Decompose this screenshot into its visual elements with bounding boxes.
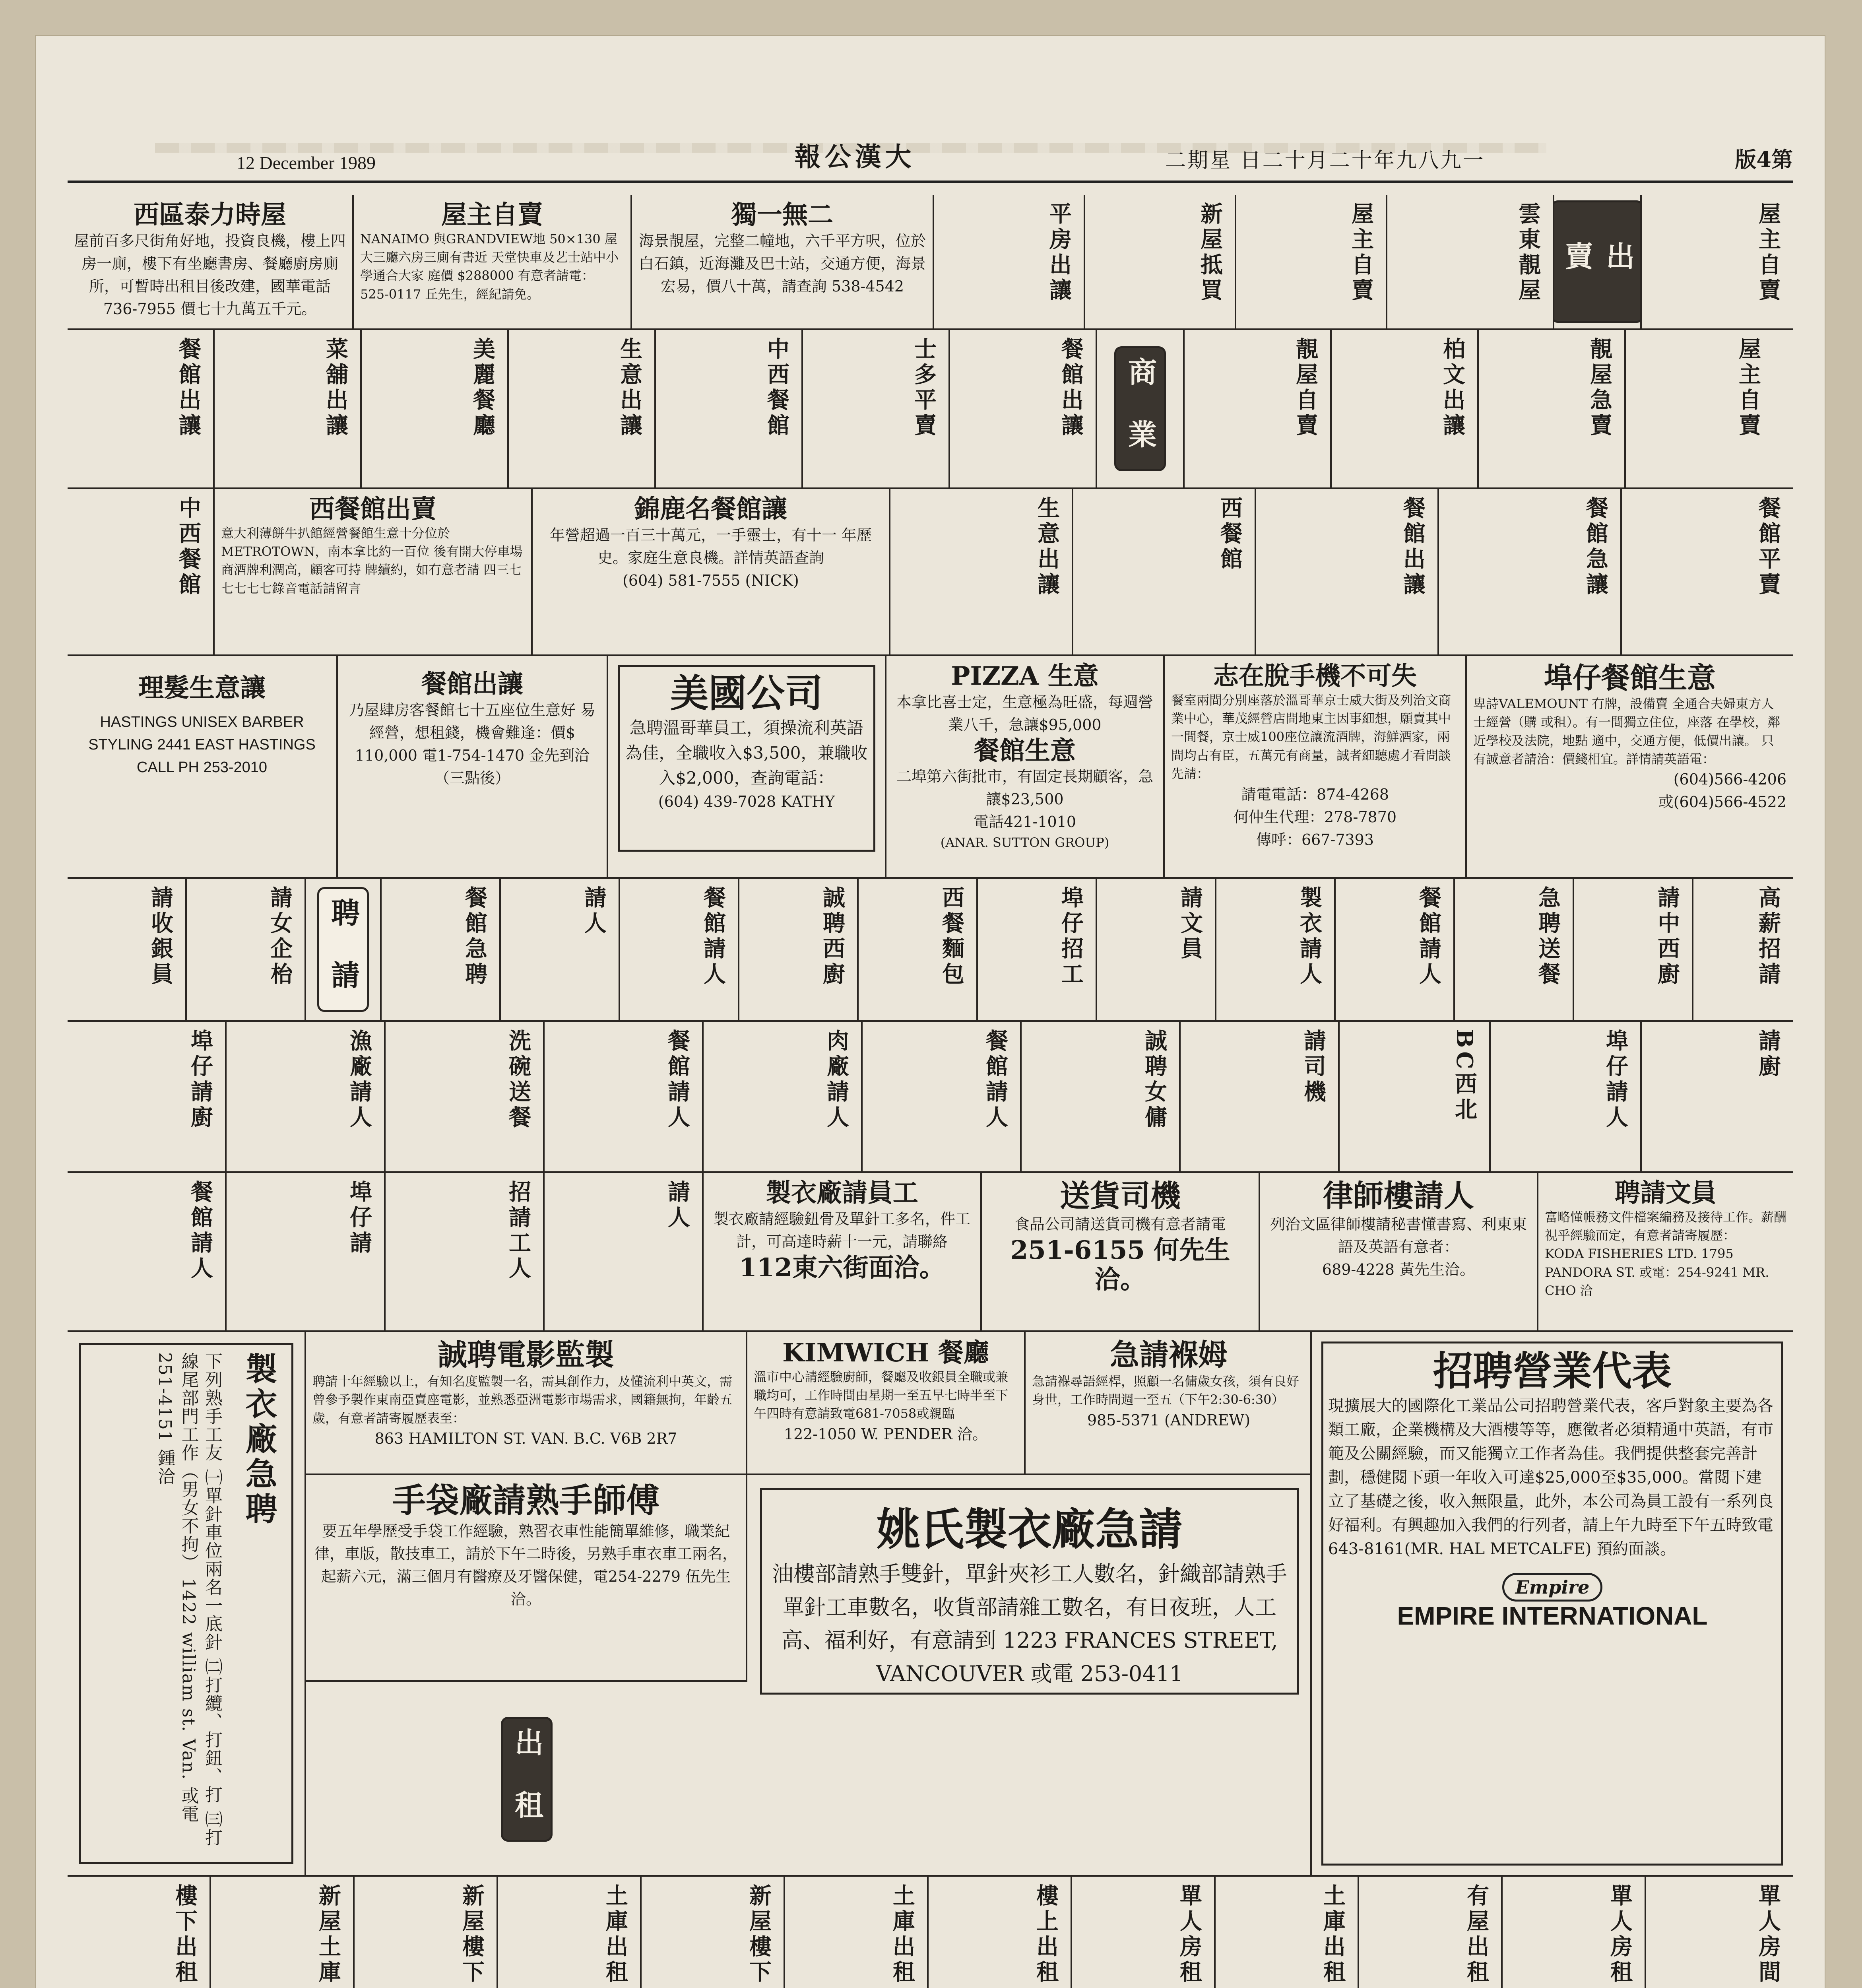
ad-head: 急聘送餐 bbox=[1535, 886, 1561, 988]
ad-col bbox=[1073, 489, 1256, 654]
ad-kimwich bbox=[747, 1332, 1026, 1475]
ad-col bbox=[227, 1022, 386, 1171]
ad-body: 油樓部請熟手雙針，單針夾衫工人數名，針織部請熟手單針工車數名，收貨部請雜工數名，有日夜班，人工高、福利好，有意請到 1223 FRANCES STREET, VANCOUVER 或電 253-0411 bbox=[772, 1561, 1287, 1687]
ad-col bbox=[211, 1877, 355, 1988]
ad-body: NANAIMO 與GRANDVIEW地 50×130 屋大三廳六房三廁有書近 天堂快車及艺士站中小學通合大家 庭價 $288000 有意者請電： 525-0117 丘先生，經紀請免。 bbox=[360, 231, 619, 302]
ad-head: 肉廠請人 bbox=[823, 1029, 850, 1131]
ad-head: 埠仔招工 bbox=[1058, 886, 1084, 988]
ad-head: 新屋樓下 bbox=[459, 1884, 485, 1986]
ad-head: 餐館急讓 bbox=[1583, 496, 1609, 598]
section-stamp-for-sale: 出 賣 bbox=[1554, 200, 1642, 323]
ad-body: 要五年學歷受手袋工作經驗，熟習衣車性能簡單維修，職業紀律，車版，散技車工，請於下午二時後，另熟手車衣車工兩名，起薪六元，滿三個月有醫療及牙醫保健，電254-2279 伍先生洽。 bbox=[314, 1522, 737, 1608]
ad-head: 柏文出讓 bbox=[1439, 337, 1466, 439]
ad-col bbox=[950, 330, 1097, 487]
ad-head: 單人房租 bbox=[1176, 1884, 1203, 1986]
ad-col bbox=[642, 1877, 785, 1988]
ad-col bbox=[355, 1877, 498, 1988]
ad-col bbox=[1387, 195, 1554, 328]
ad-head: 新屋樓下 bbox=[746, 1884, 772, 1986]
ad-col bbox=[890, 489, 1073, 654]
ad-col bbox=[1216, 1877, 1359, 1988]
ad-title: 埠仔餐館生意 bbox=[1544, 661, 1716, 695]
ad-head: 高薪招請 bbox=[1755, 886, 1781, 988]
ad-title: 誠聘電影監製 bbox=[438, 1338, 614, 1372]
ad-col bbox=[1479, 330, 1626, 487]
ad-owner-sale bbox=[354, 195, 632, 328]
ad-title: 獨一無二 bbox=[731, 200, 833, 230]
ad-col bbox=[1693, 879, 1793, 1020]
ad-col bbox=[929, 1877, 1072, 1988]
ad-handbag bbox=[306, 1475, 747, 1682]
ad-head: 雲東靚屋 bbox=[1515, 202, 1541, 304]
ad-title: 西區泰力時屋 bbox=[134, 200, 286, 230]
ad-western-restaurant bbox=[215, 489, 533, 654]
ad-body: 乃屋肆房客餐館七十五座位生意好 易經營，想租錢，機會難逢：價$ 110,000 電1-754-1470 金先到洽 （三點後） bbox=[349, 701, 596, 787]
ad-phone: 689-4228 黃先生洽。 bbox=[1322, 1261, 1475, 1279]
ad-head: 美麗餐廳 bbox=[469, 337, 496, 439]
ad-col bbox=[1359, 1877, 1503, 1988]
ad-head: 餐館出讓 bbox=[1400, 496, 1426, 598]
ad-title: 餐館出讓 bbox=[421, 669, 523, 699]
ad-head: 餐館請人 bbox=[700, 886, 726, 988]
ad-head: 製衣請人 bbox=[1296, 886, 1323, 988]
ad-head: 誠聘女傭 bbox=[1141, 1029, 1168, 1131]
ad-title: 送貨司機 bbox=[1060, 1178, 1181, 1213]
ad-head: 埠仔請 bbox=[346, 1180, 372, 1256]
ad-phone: 985-5371 (ANDREW) bbox=[1087, 1411, 1251, 1429]
ad-head: 請中西廚 bbox=[1654, 886, 1680, 988]
ad-head: 土庫出租 bbox=[602, 1884, 628, 1986]
ad-head: 中西餐館 bbox=[175, 496, 202, 598]
ad-head: 有屋出租 bbox=[1463, 1884, 1490, 1986]
ad-head: 平房出讓 bbox=[1046, 202, 1072, 304]
ad-body: 溫市中心請經驗廚師，餐廳及收銀員全職或兼職均可，工作時間由星期一至五早七時半至下午四時有意請致電681-7058或親臨 bbox=[754, 1369, 1009, 1421]
ad-head: 餐館出讓 bbox=[1058, 337, 1084, 439]
ad-pizza bbox=[886, 656, 1165, 877]
empire-name: EMPIRE INTERNATIONAL bbox=[1397, 1602, 1708, 1630]
ad-col bbox=[1439, 489, 1622, 654]
ad-col bbox=[386, 1173, 545, 1330]
ad-col bbox=[1642, 1022, 1793, 1171]
ad-head: 單人房間 bbox=[1755, 1884, 1781, 1986]
ad-us-company bbox=[608, 656, 886, 877]
ad-col bbox=[1022, 1022, 1181, 1171]
ad-head: 樓下出租 bbox=[172, 1884, 198, 1986]
ad-title: 製衣廠急聘 bbox=[240, 1352, 277, 1527]
row-feature bbox=[68, 1332, 1793, 1877]
ad-head: 請文員 bbox=[1177, 886, 1203, 962]
stamp-cell bbox=[1097, 330, 1185, 487]
ad-agent: (ANAR. SUTTON GROUP) bbox=[940, 835, 1109, 850]
ad-col bbox=[1185, 330, 1332, 487]
section-stamp-business: 商 業 bbox=[1114, 346, 1166, 471]
ad-col bbox=[859, 879, 978, 1020]
ad-head: 屋主自賣 bbox=[1755, 202, 1781, 304]
ad-west-house bbox=[68, 195, 354, 328]
section-stamp-hiring: 聘 請 bbox=[317, 887, 369, 1011]
ad-phone: 傳呼：667-7393 bbox=[1256, 831, 1374, 848]
ad-col bbox=[1097, 879, 1216, 1020]
ad-col bbox=[739, 879, 859, 1020]
paper-name: 報公漢大 bbox=[794, 141, 915, 172]
ad-title: 屋主自賣 bbox=[441, 200, 543, 230]
ad-col bbox=[1491, 1022, 1642, 1171]
ad-col bbox=[1574, 879, 1693, 1020]
ad-head: 漁廠請人 bbox=[346, 1029, 372, 1131]
ad-feature-middle bbox=[306, 1332, 1312, 1875]
ad-col bbox=[704, 1022, 863, 1171]
issue-date: 二期星 日二十月二十年九八九一 bbox=[1165, 149, 1485, 173]
ad-title: PIZZA 生意 bbox=[951, 661, 1099, 691]
ad-address: 863 HAMILTON ST. VAN. B.C. V6B 2R7 bbox=[374, 1430, 677, 1448]
ad-col bbox=[498, 1877, 642, 1988]
ad-phone: (604)566-4206 bbox=[1673, 771, 1786, 788]
ad-body: 海景靚屋，完整二幢地，六千平方呎，位於白石鎮，近海灘及巴士站，交通方便，海景宏易，價八十萬，請查詢 538-4542 bbox=[638, 232, 926, 295]
ad-head: 請人 bbox=[664, 1180, 690, 1231]
ad-head: 餐館請人 bbox=[664, 1029, 690, 1131]
ad-col bbox=[1646, 1877, 1793, 1988]
ad-head: 請收銀員 bbox=[147, 886, 174, 988]
ad-col bbox=[1216, 879, 1336, 1020]
ad-col bbox=[1626, 330, 1773, 487]
ad-col bbox=[1455, 879, 1574, 1020]
masthead bbox=[68, 131, 1793, 183]
ad-body: 餐室兩間分別座落於溫哥華京士威大街及列治文商業中心，華茂經營店間地東主因事細想，願賣其中一間餐，京士威100座位讓流酒牌，海鮮酒家，兩間均占有臣，五萬元有商量，誠者細聽處才看問談先請： bbox=[1171, 692, 1451, 782]
ad-col bbox=[545, 1022, 704, 1171]
ad-body: 下列熟手工友 ㈠單針車位兩名一底針 ㈡打纜、打鈕、打 ㈢打線尾部門工作（男女不拘） 1422 william st. Van. 或電 251-4151 鍾洽 bbox=[155, 1352, 222, 1847]
ad-col bbox=[1336, 879, 1455, 1020]
ad-col bbox=[1236, 195, 1387, 328]
ad-col bbox=[227, 1173, 386, 1330]
ad-head: 菜舖出讓 bbox=[322, 337, 349, 439]
ad-col bbox=[863, 1022, 1022, 1171]
ad-head: 餐館請人 bbox=[187, 1180, 213, 1282]
ad-head: 埠仔請人 bbox=[1602, 1029, 1629, 1131]
ad-head: 餐館請人 bbox=[1416, 886, 1442, 988]
ad-title: 理髮生意讓 bbox=[138, 673, 266, 703]
ad-head: 靚屋急賣 bbox=[1587, 337, 1613, 439]
ad-restaurant-sale bbox=[338, 656, 608, 877]
ad-nanny bbox=[1026, 1332, 1312, 1475]
ad-head: 招請工人 bbox=[505, 1180, 531, 1282]
row-hiring-2 bbox=[68, 1022, 1793, 1173]
empire-logo: Empire bbox=[1502, 1573, 1603, 1602]
ad-sales-rep bbox=[1312, 1332, 1793, 1875]
ad-body: 二埠第六街批市，有固定長期顧客，急讓$23,500 bbox=[896, 768, 1153, 808]
ad-head: 餐館出讓 bbox=[175, 337, 202, 439]
ad-body: 富略懂帳務文件檔案編務及接待工作。薪酬視乎經驗而定，有意者請寄履歷： bbox=[1545, 1209, 1787, 1243]
ad-head: 土庫出租 bbox=[1320, 1884, 1346, 1986]
row-hiring-1 bbox=[68, 879, 1793, 1022]
ad-phone: 251-6155 何先生洽。 bbox=[1010, 1235, 1230, 1295]
ad-col bbox=[545, 1173, 704, 1330]
ad-head: 請廚 bbox=[1755, 1029, 1781, 1080]
ad-body: 年營超過一百三十萬元，一手靈士，有十一 年歷史。家庭生意良機。詳情英語查詢 bbox=[549, 526, 872, 567]
ad-col bbox=[68, 489, 215, 654]
ad-head: 中西餐館 bbox=[764, 337, 790, 439]
rent-row-1 bbox=[68, 1877, 1793, 1988]
ad-famous-restaurant bbox=[533, 489, 890, 654]
ad-valemount bbox=[1467, 656, 1793, 877]
ad-body: 現擴展大的國際化工業品公司招聘營業代表，客戶對象主要為各類工廠，企業機構及大酒樓等等，應徵者必須精通中英語，有市範及公關經驗，而又能獨立工作者為佳。我們提供整套完善計劃，穩健閱下頭一年收入可達$25,000至$35,000。當閱下建立了基礎之後，收入無限量，此外，本公司為員工設有一系列良好福利。有興趣加入我們的行列者，請上午九時至下午五時致電643-8161(MR. HAL METCALFE) 預約面談。 bbox=[1328, 1397, 1773, 1558]
ad-film-producer bbox=[306, 1332, 747, 1475]
ad-head: 單人房租 bbox=[1607, 1884, 1633, 1986]
ad-col bbox=[1181, 1022, 1340, 1171]
ad-head: 洗碗送餐 bbox=[505, 1029, 531, 1131]
ad-body: HASTINGS UNISEX BARBER STYLING 2441 EAST HASTINGS CALL PH 253-2010 bbox=[88, 713, 316, 776]
ad-phone: 或(604)566-4522 bbox=[1658, 793, 1786, 811]
ad-clerk bbox=[1538, 1173, 1793, 1330]
row-hiring-3 bbox=[68, 1173, 1793, 1332]
ad-head: 新屋土庫 bbox=[315, 1884, 341, 1986]
ad-address: KODA FISHERIES LTD. 1795 PANDORA ST. 或電：254-9241 MR. CHO 洽 bbox=[1545, 1246, 1769, 1299]
ad-col bbox=[382, 879, 501, 1020]
ad-title: 姚氏製衣廠急請 bbox=[877, 1504, 1183, 1555]
ad-head: 士多平賣 bbox=[911, 337, 937, 439]
stamp-cell bbox=[1554, 195, 1642, 328]
ad-rent-heads-left bbox=[306, 1682, 747, 1875]
ad-col bbox=[1503, 1877, 1646, 1988]
ad-head: 新屋抵買 bbox=[1197, 202, 1223, 304]
ad-unique-house bbox=[632, 195, 934, 328]
ad-phone: 112東六街面洽。 bbox=[739, 1252, 945, 1283]
ad-title: 招聘營業代表 bbox=[1433, 1347, 1672, 1394]
row-for-sale-1 bbox=[68, 195, 1793, 330]
ad-head: 誠聘西廚 bbox=[819, 886, 846, 988]
ad-body: 急請褓尋語經桿，照顧一名傭歲女孩，須有良好身世，工作時間週一至五（下午2:30-6:30） bbox=[1032, 1374, 1300, 1408]
ad-head: 請司機 bbox=[1300, 1029, 1327, 1105]
ad-title: 聘請文員 bbox=[1615, 1178, 1717, 1208]
ad-head: 生意出讓 bbox=[617, 337, 643, 439]
ad-col bbox=[978, 879, 1097, 1020]
ad-title: 律師樓請人 bbox=[1323, 1178, 1474, 1213]
ad-col bbox=[386, 1022, 545, 1171]
classified-grid bbox=[68, 195, 1793, 1988]
ad-head: 請女企枱 bbox=[267, 886, 293, 988]
ad-col bbox=[803, 330, 950, 487]
ad-col bbox=[215, 330, 362, 487]
ad-col bbox=[1072, 1877, 1216, 1988]
ad-col bbox=[501, 879, 620, 1020]
ad-body: 意大利薄餅牛扒館經營餐館生意十分位於METROTOWN，南本拿比約一百位 後有開大停車場商酒牌利潤高，顧客可持 牌續約，如有意者請 四三七七七七七錄音電話請留言 bbox=[221, 525, 523, 596]
page-number: 版4第 bbox=[1735, 147, 1793, 172]
ad-phone: 請電電話：874-4268 bbox=[1241, 785, 1389, 803]
masthead-date: 12 December 1989 bbox=[237, 153, 376, 173]
ad-garment-urgent bbox=[68, 1332, 306, 1875]
row-business-1 bbox=[68, 489, 1793, 656]
row-business-2 bbox=[68, 656, 1793, 879]
ad-col bbox=[509, 330, 656, 487]
ad-phone: 電話421-1010 bbox=[973, 813, 1076, 831]
ad-col bbox=[68, 1173, 227, 1330]
ad-head: 餐館急聘 bbox=[462, 886, 488, 988]
ad-head: 生意出讓 bbox=[1034, 496, 1060, 598]
ad-body: 製衣廠請經驗鈕骨及單針工多名，件工計，可高達時薪十一元，請聯絡 bbox=[713, 1210, 970, 1250]
ad-title: 志在脫手機不可失 bbox=[1213, 661, 1417, 691]
ad-yao-garment bbox=[747, 1475, 1312, 1875]
ad-body: 列治文區律師樓請秘書懂書寫、利東東語及英語有意者： bbox=[1270, 1215, 1527, 1256]
ad-title: 手袋廠請熟手師傅 bbox=[392, 1481, 659, 1520]
ad-title: 美國公司 bbox=[670, 671, 823, 716]
ad-head: 餐館請人 bbox=[982, 1029, 1009, 1131]
ad-head: 西餐麵包 bbox=[939, 886, 965, 988]
ad-head: 餐館平賣 bbox=[1755, 496, 1781, 598]
ad-body: 食品公司請送貨司機有意者請電 bbox=[1014, 1215, 1226, 1233]
ad-head: 屋主自賣 bbox=[1348, 202, 1374, 304]
ad-title: 錦鹿名餐館讓 bbox=[634, 494, 787, 524]
ad-phone: (604) 581-7555 (NICK) bbox=[623, 571, 799, 589]
ad-barber bbox=[68, 656, 338, 877]
ad-col bbox=[620, 879, 739, 1020]
ad-col bbox=[68, 1022, 227, 1171]
ad-head: 西餐館 bbox=[1217, 496, 1243, 573]
ad-col bbox=[187, 879, 306, 1020]
ad-col bbox=[934, 195, 1085, 328]
ad-title: 急請褓姆 bbox=[1110, 1338, 1228, 1372]
ad-lawyer bbox=[1260, 1173, 1538, 1330]
ad-col bbox=[1085, 195, 1236, 328]
section-stamp-rent: 出 租 bbox=[501, 1717, 553, 1841]
ad-title: 西餐館出賣 bbox=[309, 494, 436, 524]
ad-col bbox=[1340, 1022, 1491, 1171]
ad-phone: (604) 439-7028 KATHY bbox=[658, 793, 835, 811]
ad-body: 急聘溫哥華員工，須操流利英語為佳，全職收入$3,500，兼職收入$2,000，查詢電話： bbox=[625, 718, 868, 788]
ad-col bbox=[1256, 489, 1439, 654]
ad-body: 屋前百多尺街角好地，投資良機，樓上四房一廁，樓下有坐廳書房、餐廳廚房廁所，可暫時出租目後改建，國華電話736-7955 價七十九萬五千元。 bbox=[74, 232, 346, 318]
ad-phone: 何仲生代理：278-7870 bbox=[1233, 808, 1397, 826]
ad-col bbox=[68, 330, 215, 487]
ad-col bbox=[68, 879, 187, 1020]
ad-address: 122-1050 W. PENDER 洽。 bbox=[784, 1425, 988, 1443]
stamp-cell bbox=[306, 879, 382, 1020]
ad-body: 聘請十年經驗以上，有知名度監製一名，需具創作力，及懂流利中英文，需曾參予製作東南亞賣座電影，並熟悉亞洲電影市場需求，國籍無拘，年齡五歲，有意者請寄履歷表至： bbox=[312, 1374, 733, 1426]
ad-col bbox=[1332, 330, 1479, 487]
ad-garment-staff bbox=[704, 1173, 982, 1330]
ad-head: 靚屋自賣 bbox=[1292, 337, 1319, 439]
ad-col bbox=[656, 330, 803, 487]
ad-col bbox=[1622, 489, 1793, 654]
ad-title: 製衣廠請員工 bbox=[766, 1178, 918, 1208]
ad-head: 樓上出租 bbox=[1033, 1884, 1059, 1986]
ad-col bbox=[1642, 195, 1793, 328]
ad-head: 請人 bbox=[581, 886, 607, 937]
ad-subtitle: 餐館生意 bbox=[974, 736, 1076, 766]
ad-head: 土庫出租 bbox=[889, 1884, 915, 1986]
ad-title: KIMWICH 餐廳 bbox=[782, 1338, 989, 1368]
row-for-sale-2 bbox=[68, 330, 1793, 489]
ad-col bbox=[362, 330, 509, 487]
ad-opportunity bbox=[1165, 656, 1467, 877]
ad-col bbox=[68, 1877, 211, 1988]
ad-col bbox=[785, 1877, 929, 1988]
ad-body: 本拿比喜士定，生意極為旺盛，每週營業八千，急讓$95,000 bbox=[896, 693, 1153, 734]
ad-head: 屋主自賣 bbox=[1735, 337, 1761, 439]
ad-body: 卑詩VALEMOUNT 有牌，設備賣 全通合夫婦東方人士經營（購 或租）。有一間獨立住位，座落 在學校，鄰近學校及法院，地點 適中，交通方便，低價出讓。 只有誠意者請洽：價錢相宜。詳情請英語電： bbox=[1473, 696, 1781, 767]
ad-head: 埠仔請廚 bbox=[187, 1029, 213, 1131]
ad-driver bbox=[982, 1173, 1260, 1330]
ad-head: BC西北 bbox=[1451, 1029, 1478, 1123]
